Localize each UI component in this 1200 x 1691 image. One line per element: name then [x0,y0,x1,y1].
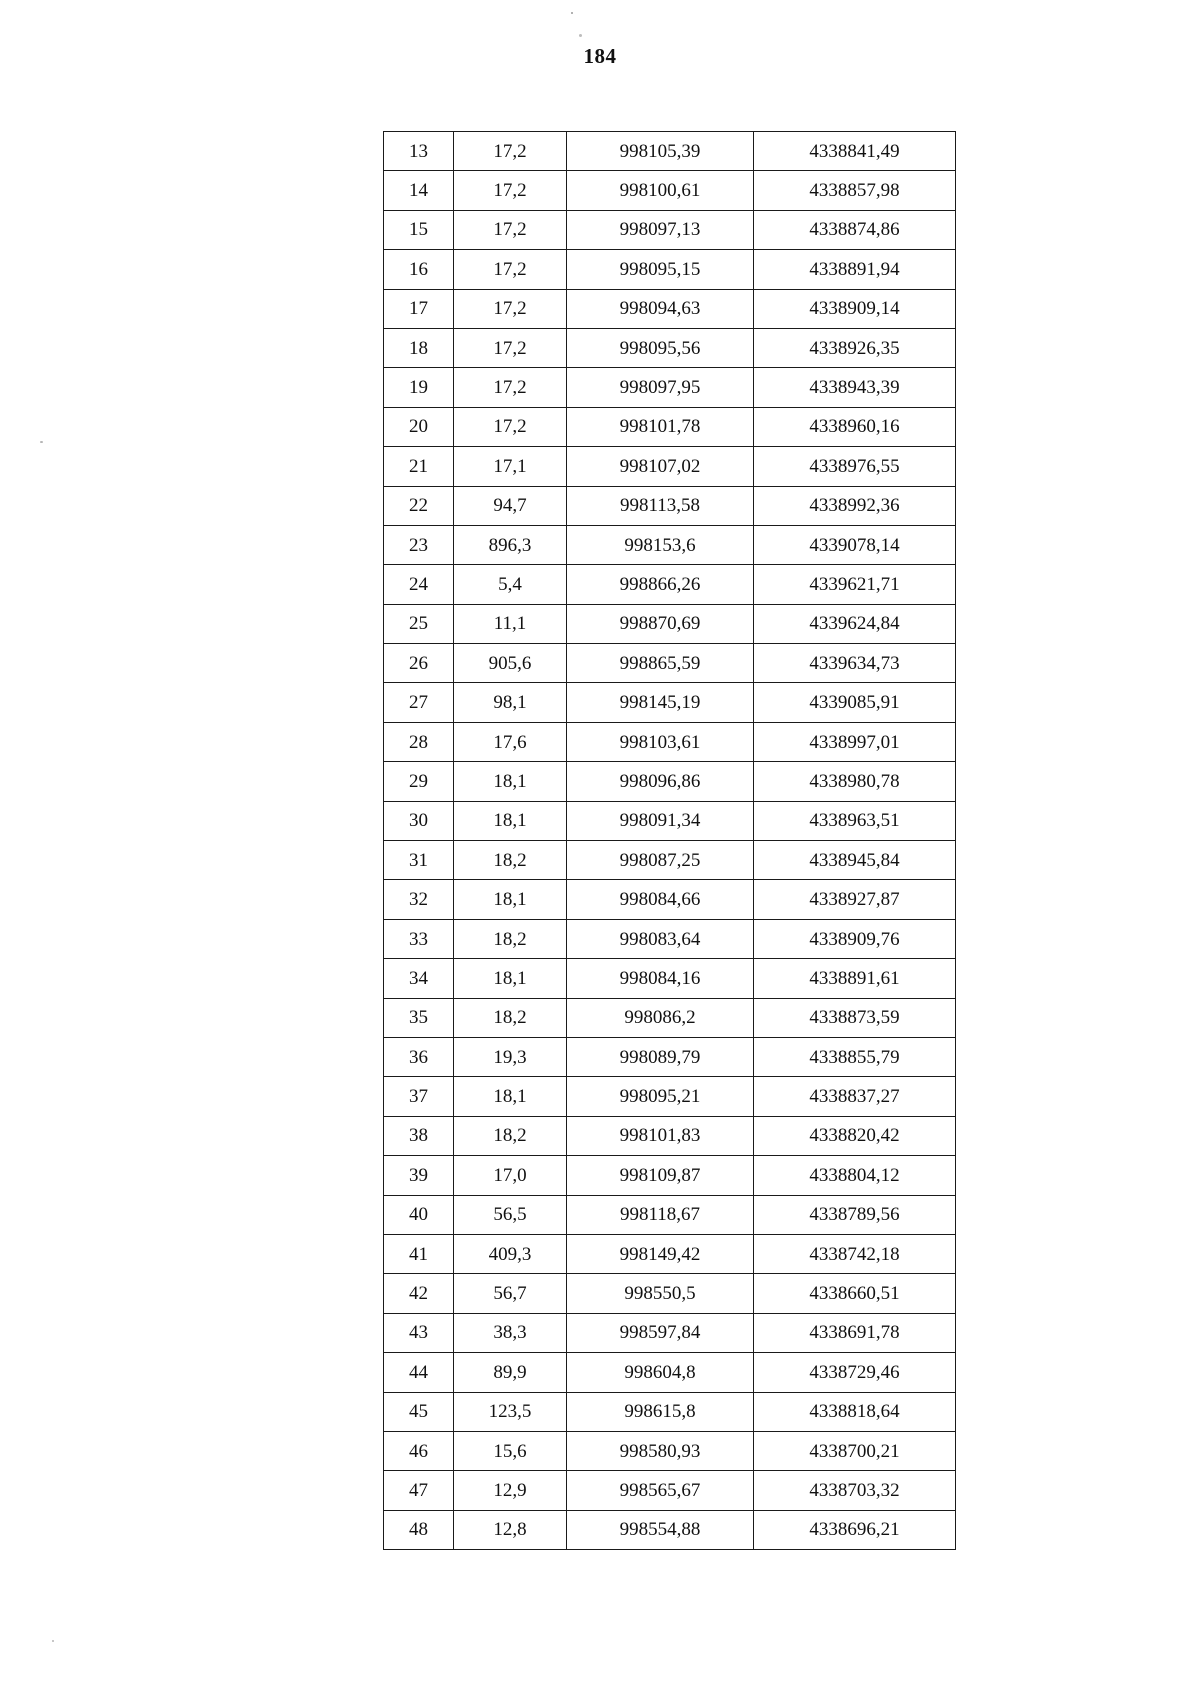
table-row [384,1234,956,1273]
y-coordinate-cell: 4338820,42 [754,1116,956,1155]
table-row [384,1392,956,1431]
y-coordinate-cell: 4338841,49 [754,132,956,171]
scan-speck [579,34,582,37]
point-number-cell: 37 [384,1077,454,1116]
coordinates-table-body [384,132,956,1550]
point-number-cell: 32 [384,880,454,919]
x-coordinate-cell: 998554,88 [567,1510,754,1549]
y-coordinate-cell: 4338945,84 [754,841,956,880]
y-coordinate-cell: 4338980,78 [754,762,956,801]
x-coordinate-cell: 998087,25 [567,841,754,880]
distance-cell: 18,2 [454,1116,567,1155]
distance-cell: 18,1 [454,762,567,801]
distance-cell: 38,3 [454,1313,567,1352]
y-coordinate-cell: 4338789,56 [754,1195,956,1234]
distance-cell: 896,3 [454,525,567,564]
x-coordinate-cell: 998084,66 [567,880,754,919]
point-number-cell: 47 [384,1471,454,1510]
point-number-cell: 34 [384,959,454,998]
point-number-cell: 22 [384,486,454,525]
distance-cell: 11,1 [454,604,567,643]
x-coordinate-cell: 998100,61 [567,171,754,210]
table-row [384,841,956,880]
distance-cell: 18,1 [454,959,567,998]
point-number-cell: 41 [384,1234,454,1273]
x-coordinate-cell: 998083,64 [567,919,754,958]
table-row [384,1077,956,1116]
table-row [384,1037,956,1076]
x-coordinate-cell: 998095,15 [567,250,754,289]
table-row [384,1353,956,1392]
y-coordinate-cell: 4338818,64 [754,1392,956,1431]
table-row [384,722,956,761]
page-number: 184 [583,44,617,68]
point-number-cell: 48 [384,1510,454,1549]
x-coordinate-cell: 998153,6 [567,525,754,564]
distance-cell: 409,3 [454,1234,567,1273]
distance-cell: 123,5 [454,1392,567,1431]
point-number-cell: 40 [384,1195,454,1234]
distance-cell: 17,2 [454,289,567,328]
x-coordinate-cell: 998565,67 [567,1471,754,1510]
point-number-cell: 28 [384,722,454,761]
scan-speck [571,12,573,14]
point-number-cell: 46 [384,1431,454,1470]
table-row [384,1156,956,1195]
y-coordinate-cell: 4338660,51 [754,1274,956,1313]
y-coordinate-cell: 4338696,21 [754,1510,956,1549]
point-number-cell: 33 [384,919,454,958]
table-row [384,486,956,525]
table-row [384,328,956,367]
x-coordinate-cell: 998580,93 [567,1431,754,1470]
table-row [384,1195,956,1234]
distance-cell: 17,1 [454,447,567,486]
x-coordinate-cell: 998101,78 [567,407,754,446]
table-row [384,525,956,564]
point-number-cell: 44 [384,1353,454,1392]
point-number-cell: 17 [384,289,454,328]
table-row [384,1116,956,1155]
point-number-cell: 26 [384,644,454,683]
table-row [384,368,956,407]
x-coordinate-cell: 998086,2 [567,998,754,1037]
x-coordinate-cell: 998550,5 [567,1274,754,1313]
point-number-cell: 38 [384,1116,454,1155]
distance-cell: 12,8 [454,1510,567,1549]
point-number-cell: 16 [384,250,454,289]
y-coordinate-cell: 4338855,79 [754,1037,956,1076]
table-row [384,447,956,486]
x-coordinate-cell: 998604,8 [567,1353,754,1392]
distance-cell: 56,7 [454,1274,567,1313]
x-coordinate-cell: 998107,02 [567,447,754,486]
y-coordinate-cell: 4338891,61 [754,959,956,998]
distance-cell: 5,4 [454,565,567,604]
y-coordinate-cell: 4339621,71 [754,565,956,604]
distance-cell: 17,2 [454,250,567,289]
y-coordinate-cell: 4339085,91 [754,683,956,722]
table-row [384,407,956,446]
point-number-cell: 19 [384,368,454,407]
x-coordinate-cell: 998145,19 [567,683,754,722]
distance-cell: 98,1 [454,683,567,722]
point-number-cell: 21 [384,447,454,486]
distance-cell: 17,2 [454,171,567,210]
table-row [384,171,956,210]
y-coordinate-cell: 4339634,73 [754,644,956,683]
distance-cell: 12,9 [454,1471,567,1510]
table-row [384,644,956,683]
point-number-cell: 42 [384,1274,454,1313]
y-coordinate-cell: 4339624,84 [754,604,956,643]
table-row [384,801,956,840]
distance-cell: 89,9 [454,1353,567,1392]
x-coordinate-cell: 998149,42 [567,1234,754,1273]
table-row [384,683,956,722]
distance-cell: 18,2 [454,998,567,1037]
point-number-cell: 20 [384,407,454,446]
y-coordinate-cell: 4338742,18 [754,1234,956,1273]
y-coordinate-cell: 4338703,32 [754,1471,956,1510]
y-coordinate-cell: 4338927,87 [754,880,956,919]
distance-cell: 18,1 [454,880,567,919]
table-row [384,1274,956,1313]
point-number-cell: 15 [384,210,454,249]
table-row [384,880,956,919]
y-coordinate-cell: 4338804,12 [754,1156,956,1195]
table-row [384,250,956,289]
x-coordinate-cell: 998103,61 [567,722,754,761]
distance-cell: 17,2 [454,368,567,407]
distance-cell: 18,2 [454,841,567,880]
x-coordinate-cell: 998105,39 [567,132,754,171]
point-number-cell: 45 [384,1392,454,1431]
table-row [384,1313,956,1352]
table-row [384,1431,956,1470]
distance-cell: 17,2 [454,132,567,171]
point-number-cell: 35 [384,998,454,1037]
scan-speck [40,441,43,443]
x-coordinate-cell: 998095,56 [567,328,754,367]
x-coordinate-cell: 998615,8 [567,1392,754,1431]
y-coordinate-cell: 4338873,59 [754,998,956,1037]
table-row [384,1510,956,1549]
y-coordinate-cell: 4338963,51 [754,801,956,840]
table-row [384,210,956,249]
table-row [384,919,956,958]
distance-cell: 56,5 [454,1195,567,1234]
y-coordinate-cell: 4338926,35 [754,328,956,367]
x-coordinate-cell: 998113,58 [567,486,754,525]
x-coordinate-cell: 998095,21 [567,1077,754,1116]
distance-cell: 17,2 [454,407,567,446]
distance-cell: 905,6 [454,644,567,683]
distance-cell: 17,2 [454,210,567,249]
x-coordinate-cell: 998084,16 [567,959,754,998]
y-coordinate-cell: 4338909,76 [754,919,956,958]
y-coordinate-cell: 4338700,21 [754,1431,956,1470]
x-coordinate-cell: 998089,79 [567,1037,754,1076]
table-row [384,762,956,801]
point-number-cell: 23 [384,525,454,564]
table-row [384,604,956,643]
distance-cell: 18,1 [454,1077,567,1116]
x-coordinate-cell: 998866,26 [567,565,754,604]
point-number-cell: 13 [384,132,454,171]
point-number-cell: 30 [384,801,454,840]
y-coordinate-cell: 4338976,55 [754,447,956,486]
point-number-cell: 25 [384,604,454,643]
y-coordinate-cell: 4338891,94 [754,250,956,289]
point-number-cell: 24 [384,565,454,604]
distance-cell: 19,3 [454,1037,567,1076]
x-coordinate-cell: 998091,34 [567,801,754,840]
distance-cell: 15,6 [454,1431,567,1470]
y-coordinate-cell: 4338997,01 [754,722,956,761]
y-coordinate-cell: 4339078,14 [754,525,956,564]
x-coordinate-cell: 998096,86 [567,762,754,801]
point-number-cell: 36 [384,1037,454,1076]
x-coordinate-cell: 998094,63 [567,289,754,328]
table-row [384,959,956,998]
table-row [384,565,956,604]
distance-cell: 17,2 [454,328,567,367]
y-coordinate-cell: 4338874,86 [754,210,956,249]
point-number-cell: 29 [384,762,454,801]
y-coordinate-cell: 4338857,98 [754,171,956,210]
point-number-cell: 31 [384,841,454,880]
point-number-cell: 39 [384,1156,454,1195]
coordinates-table [383,131,956,1550]
point-number-cell: 43 [384,1313,454,1352]
distance-cell: 18,2 [454,919,567,958]
y-coordinate-cell: 4338729,46 [754,1353,956,1392]
table-row [384,1471,956,1510]
table-row [384,289,956,328]
point-number-cell: 27 [384,683,454,722]
x-coordinate-cell: 998109,87 [567,1156,754,1195]
table-row [384,998,956,1037]
x-coordinate-cell: 998118,67 [567,1195,754,1234]
distance-cell: 18,1 [454,801,567,840]
y-coordinate-cell: 4338837,27 [754,1077,956,1116]
x-coordinate-cell: 998101,83 [567,1116,754,1155]
x-coordinate-cell: 998097,95 [567,368,754,407]
table-row [384,132,956,171]
y-coordinate-cell: 4338960,16 [754,407,956,446]
y-coordinate-cell: 4338943,39 [754,368,956,407]
y-coordinate-cell: 4338992,36 [754,486,956,525]
distance-cell: 17,0 [454,1156,567,1195]
distance-cell: 94,7 [454,486,567,525]
x-coordinate-cell: 998097,13 [567,210,754,249]
distance-cell: 17,6 [454,722,567,761]
scan-speck [52,1640,54,1642]
point-number-cell: 18 [384,328,454,367]
x-coordinate-cell: 998597,84 [567,1313,754,1352]
point-number-cell: 14 [384,171,454,210]
x-coordinate-cell: 998870,69 [567,604,754,643]
y-coordinate-cell: 4338909,14 [754,289,956,328]
y-coordinate-cell: 4338691,78 [754,1313,956,1352]
x-coordinate-cell: 998865,59 [567,644,754,683]
